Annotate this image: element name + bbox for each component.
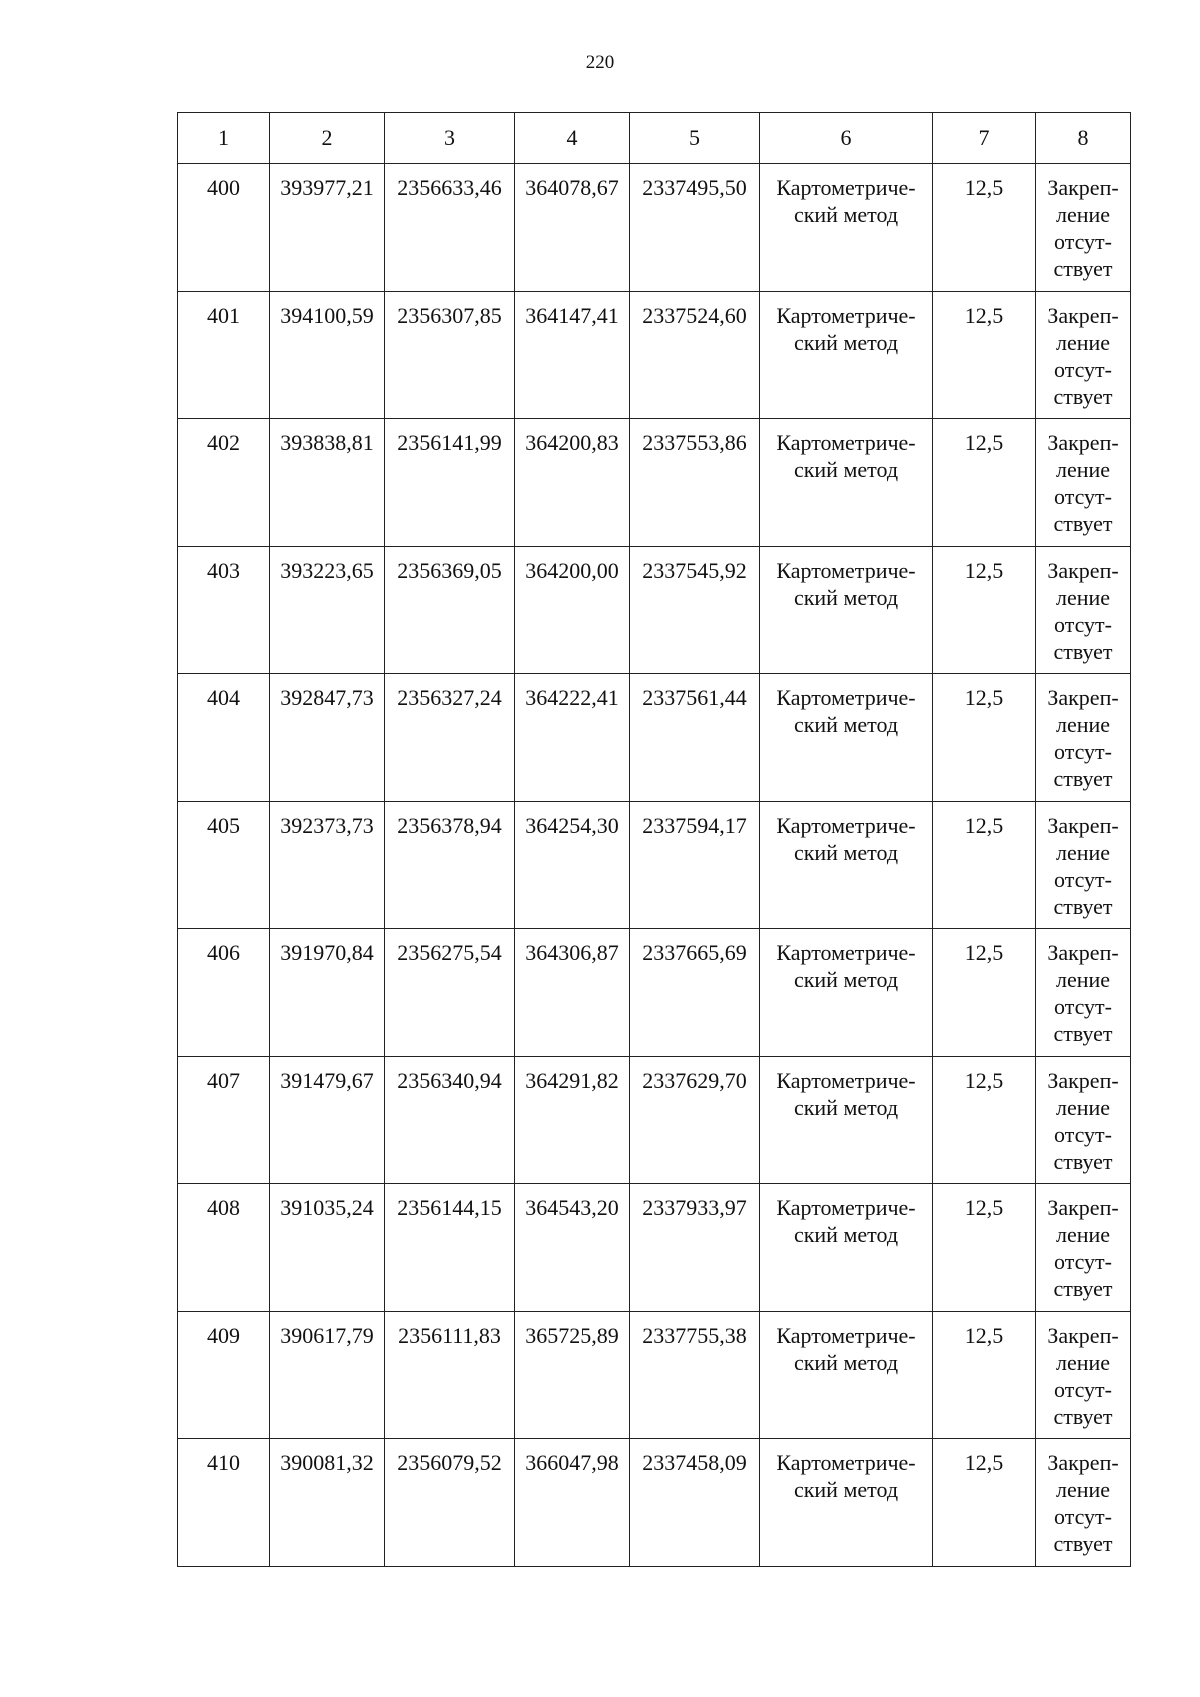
coordinate-cell: 2356340,94 — [385, 1056, 515, 1184]
coordinate-cell: 2356079,52 — [385, 1439, 515, 1567]
method-cell: Картометриче- ский метод — [760, 419, 933, 547]
coordinate-cell: 2337458,09 — [630, 1439, 760, 1567]
column-header: 3 — [385, 113, 515, 164]
point-number-cell: 401 — [178, 291, 270, 419]
point-number-cell: 409 — [178, 1311, 270, 1439]
column-header: 4 — [515, 113, 630, 164]
point-number-cell: 408 — [178, 1184, 270, 1312]
coordinate-cell: 390617,79 — [270, 1311, 385, 1439]
coordinate-cell: 394100,59 — [270, 291, 385, 419]
table-row — [178, 1184, 1131, 1312]
coordinate-cell: 364200,00 — [515, 546, 630, 674]
table-row — [178, 546, 1131, 674]
table-row — [178, 291, 1131, 419]
fixation-cell: Закреп- ление отсут- ствует — [1036, 1184, 1131, 1312]
point-number-cell: 406 — [178, 929, 270, 1057]
coordinate-cell: 2337524,60 — [630, 291, 760, 419]
coordinate-cell: 393977,21 — [270, 164, 385, 292]
coordinate-cell: 2337561,44 — [630, 674, 760, 802]
method-cell: Картометриче- ский метод — [760, 1439, 933, 1567]
method-cell: Картометриче- ский метод — [760, 1311, 933, 1439]
coordinates-table — [177, 112, 1131, 1567]
table-row — [178, 1439, 1131, 1567]
coordinate-cell: 364543,20 — [515, 1184, 630, 1312]
coordinate-cell: 2337629,70 — [630, 1056, 760, 1184]
method-cell: Картометриче- ский метод — [760, 164, 933, 292]
method-cell: Картометриче- ский метод — [760, 1056, 933, 1184]
fixation-cell: Закреп- ление отсут- ствует — [1036, 801, 1131, 929]
method-cell: Картометриче- ский метод — [760, 291, 933, 419]
coordinate-cell: 393838,81 — [270, 419, 385, 547]
coordinate-cell: 364306,87 — [515, 929, 630, 1057]
point-number-cell: 404 — [178, 674, 270, 802]
column-header: 8 — [1036, 113, 1131, 164]
point-number-cell: 402 — [178, 419, 270, 547]
coordinate-cell: 364147,41 — [515, 291, 630, 419]
accuracy-cell: 12,5 — [933, 164, 1036, 292]
point-number-cell: 405 — [178, 801, 270, 929]
coordinate-cell: 2337665,69 — [630, 929, 760, 1057]
method-cell: Картометриче- ский метод — [760, 801, 933, 929]
fixation-cell: Закреп- ление отсут- ствует — [1036, 929, 1131, 1057]
accuracy-cell: 12,5 — [933, 1056, 1036, 1184]
table-row — [178, 1056, 1131, 1184]
coordinate-cell: 2337755,38 — [630, 1311, 760, 1439]
coordinate-cell: 393223,65 — [270, 546, 385, 674]
accuracy-cell: 12,5 — [933, 674, 1036, 802]
coordinate-cell: 364222,41 — [515, 674, 630, 802]
point-number-cell: 410 — [178, 1439, 270, 1567]
fixation-cell: Закреп- ление отсут- ствует — [1036, 164, 1131, 292]
accuracy-cell: 12,5 — [933, 1311, 1036, 1439]
method-cell: Картометриче- ский метод — [760, 929, 933, 1057]
coordinate-cell: 392847,73 — [270, 674, 385, 802]
coordinate-cell: 366047,98 — [515, 1439, 630, 1567]
fixation-cell: Закреп- ление отсут- ствует — [1036, 419, 1131, 547]
coordinate-cell: 364254,30 — [515, 801, 630, 929]
coordinate-cell: 391479,67 — [270, 1056, 385, 1184]
method-cell: Картометриче- ский метод — [760, 1184, 933, 1312]
accuracy-cell: 12,5 — [933, 419, 1036, 547]
point-number-cell: 407 — [178, 1056, 270, 1184]
coordinate-cell: 2356369,05 — [385, 546, 515, 674]
accuracy-cell: 12,5 — [933, 801, 1036, 929]
column-header: 1 — [178, 113, 270, 164]
fixation-cell: Закреп- ление отсут- ствует — [1036, 674, 1131, 802]
method-cell: Картометриче- ский метод — [760, 674, 933, 802]
coordinate-cell: 2337933,97 — [630, 1184, 760, 1312]
table-row — [178, 164, 1131, 292]
column-header: 2 — [270, 113, 385, 164]
accuracy-cell: 12,5 — [933, 929, 1036, 1057]
column-header: 5 — [630, 113, 760, 164]
table-header-row — [178, 113, 1131, 164]
table-row — [178, 419, 1131, 547]
coordinate-cell: 2337553,86 — [630, 419, 760, 547]
point-number-cell: 403 — [178, 546, 270, 674]
coordinate-cell: 2356378,94 — [385, 801, 515, 929]
table-row — [178, 674, 1131, 802]
coordinate-cell: 364291,82 — [515, 1056, 630, 1184]
coordinate-cell: 2356633,46 — [385, 164, 515, 292]
coordinate-cell: 2356144,15 — [385, 1184, 515, 1312]
accuracy-cell: 12,5 — [933, 1439, 1036, 1567]
coordinate-cell: 392373,73 — [270, 801, 385, 929]
accuracy-cell: 12,5 — [933, 291, 1036, 419]
coordinate-cell: 2356327,24 — [385, 674, 515, 802]
coordinate-cell: 2356307,85 — [385, 291, 515, 419]
coordinate-cell: 365725,89 — [515, 1311, 630, 1439]
table-row — [178, 1311, 1131, 1439]
column-header: 6 — [760, 113, 933, 164]
fixation-cell: Закреп- ление отсут- ствует — [1036, 1311, 1131, 1439]
coordinate-cell: 391035,24 — [270, 1184, 385, 1312]
fixation-cell: Закреп- ление отсут- ствует — [1036, 546, 1131, 674]
coordinate-cell: 2356275,54 — [385, 929, 515, 1057]
column-header: 7 — [933, 113, 1036, 164]
coordinate-cell: 2356141,99 — [385, 419, 515, 547]
coordinate-cell: 2337495,50 — [630, 164, 760, 292]
coordinate-cell: 391970,84 — [270, 929, 385, 1057]
point-number-cell: 400 — [178, 164, 270, 292]
coordinate-cell: 364078,67 — [515, 164, 630, 292]
coordinate-cell: 2337545,92 — [630, 546, 760, 674]
coordinate-cell: 2337594,17 — [630, 801, 760, 929]
method-cell: Картометриче- ский метод — [760, 546, 933, 674]
table-row — [178, 801, 1131, 929]
fixation-cell: Закреп- ление отсут- ствует — [1036, 1056, 1131, 1184]
coordinate-cell: 2356111,83 — [385, 1311, 515, 1439]
accuracy-cell: 12,5 — [933, 546, 1036, 674]
fixation-cell: Закреп- ление отсут- ствует — [1036, 1439, 1131, 1567]
table-row — [178, 929, 1131, 1057]
fixation-cell: Закреп- ление отсут- ствует — [1036, 291, 1131, 419]
page-number: 220 — [585, 52, 615, 73]
accuracy-cell: 12,5 — [933, 1184, 1036, 1312]
coordinate-cell: 390081,32 — [270, 1439, 385, 1567]
coordinate-cell: 364200,83 — [515, 419, 630, 547]
